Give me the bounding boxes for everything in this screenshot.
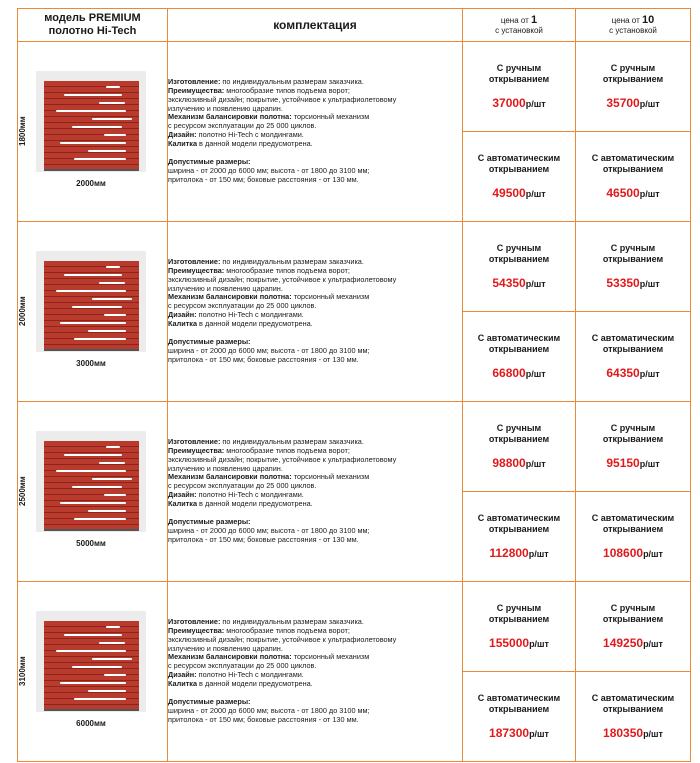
door-molding-stripe: [92, 658, 132, 660]
door-molding-stripe: [72, 126, 122, 128]
door-image-cell: [18, 222, 168, 402]
door-image-cell: [18, 402, 168, 582]
price-manual-1-cell: С ручным открыванием 98800р/шт: [463, 402, 576, 492]
door-height-label: 1800мм: [18, 116, 27, 146]
door-molding-stripe: [88, 690, 126, 692]
price-manual-1: 37000: [492, 96, 526, 110]
door-molding-stripe: [74, 158, 126, 160]
door-molding-stripe: [60, 502, 126, 504]
door-molding-stripe: [56, 650, 126, 652]
door-molding-stripe: [64, 94, 122, 96]
door-width-label: 3000мм: [76, 359, 106, 368]
door-molding-stripe: [88, 510, 126, 512]
price-manual-10-cell: С ручным открыванием 35700р/шт: [576, 42, 691, 132]
price-manual-10: 149250: [603, 636, 644, 650]
door-molding-stripe: [106, 446, 120, 448]
price-manual-10-cell: С ручным открыванием 95150р/шт: [576, 402, 691, 492]
door-molding-stripe: [104, 674, 126, 676]
door-molding-stripe: [106, 626, 120, 628]
door-width-label: 6000мм: [76, 719, 106, 728]
price-auto-1-cell: С автоматическим открыванием 66800р/шт: [463, 312, 576, 402]
door-molding-stripe: [99, 462, 125, 464]
price-table: [17, 8, 691, 762]
door-molding-stripe: [88, 150, 126, 152]
price-auto-10: 108600: [603, 546, 644, 560]
price-1-header: цена от 1 с установкой: [463, 9, 576, 42]
price-auto-1: 112800: [489, 546, 529, 560]
price-auto-10-cell: С автоматическим открыванием 46500р/шт: [576, 132, 691, 222]
price-auto-10-cell: С автоматическим открыванием 108600р/шт: [576, 492, 691, 582]
door-molding-stripe: [72, 306, 122, 308]
door-molding-stripe: [99, 102, 125, 104]
door-molding-stripe: [72, 666, 122, 668]
door-molding-stripe: [92, 298, 132, 300]
table-row: [18, 222, 691, 312]
price-manual-1-cell: С ручным открыванием 155000р/шт: [463, 582, 576, 672]
description-cell: Изготовление: по индивидуальным размерам заказчика. Преимущества: многообразие типов подъема ворот; эксклюзивный дизайн; покрытие, устойчивое к ультрафиолетовому излучению и появлению царапин. Механизм балансировки полотна: торсионный механизм с ресурсом эксплуатации до 25 000 циклов. Дизайн: полотно Hi-Tech с молдингами. Калитка в данной модели предусмотрена. Допустимые размеры: ширина - от 2000 до 6000 мм; высота - от 1800 до 3100 мм; притолока - от 150 мм; боковые расстояния - от 130 мм.: [168, 402, 463, 582]
price-manual-1-cell: С ручным открыванием 54350р/шт: [463, 222, 576, 312]
door-image-cell: [18, 582, 168, 762]
model-name: модель PREMIUM: [44, 12, 141, 24]
door-height-label: 2000мм: [18, 296, 27, 326]
price-manual-10: 95150: [606, 456, 640, 470]
description-cell: Изготовление: по индивидуальным размерам заказчика. Преимущества: многообразие типов подъема ворот; эксклюзивный дизайн; покрытие, устойчивое к ультрафиолетовому излучению и появлению царапин. Механизм балансировки полотна: торсионный механизм с ресурсом эксплуатации до 25 000 циклов. Дизайн: полотно Hi-Tech с молдингами. Калитка в данной модели предусмотрена. Допустимые размеры: ширина - от 2000 до 6000 мм; высота - от 1800 до 3100 мм; притолока - от 150 мм; боковые расстояния - от 130 мм.: [168, 222, 463, 402]
price-auto-1: 66800: [492, 366, 526, 380]
door-molding-stripe: [72, 486, 122, 488]
door-molding-stripe: [64, 274, 122, 276]
door-molding-stripe: [104, 314, 126, 316]
price-manual-10: 35700: [606, 96, 640, 110]
komplektaciya-header: комплектация: [168, 9, 463, 42]
door-panel: [44, 81, 139, 169]
door-molding-stripe: [106, 266, 120, 268]
door-molding-stripe: [56, 290, 126, 292]
price-auto-1-cell: С автоматическим открыванием 187300р/шт: [463, 672, 576, 762]
model-header: [18, 9, 168, 42]
door-height-label: 3100мм: [18, 656, 27, 686]
price-auto-1: 187300: [489, 726, 530, 740]
door-molding-stripe: [74, 698, 126, 700]
door-panel: [44, 441, 139, 529]
door-molding-stripe: [64, 634, 122, 636]
price-auto-10: 46500: [606, 186, 640, 200]
description-cell: Изготовление: по индивидуальным размерам заказчика. Преимущества: многообразие типов подъема ворот; эксклюзивный дизайн; покрытие, устойчивое к ультрафиолетовому излучению и появлению царапин. Механизм балансировки полотна: торсионный механизм с ресурсом эксплуатации до 25 000 циклов. Дизайн: полотно Hi-Tech с молдингами. Калитка в данной модели предусмотрена. Допустимые размеры: ширина - от 2000 до 6000 мм; высота - от 1800 до 3100 мм; притолока - от 150 мм; боковые расстояния - от 130 мм.: [168, 42, 463, 222]
price-manual-1: 54350: [492, 276, 526, 290]
price-auto-10: 64350: [606, 366, 640, 380]
door-image: [36, 431, 146, 532]
door-image: [36, 611, 146, 712]
door-molding-stripe: [92, 118, 132, 120]
door-panel: [44, 261, 139, 349]
door-molding-stripe: [88, 330, 126, 332]
door-image-cell: [18, 42, 168, 222]
door-molding-stripe: [56, 470, 126, 472]
door-molding-stripe: [104, 494, 126, 496]
table-row: [18, 582, 691, 672]
door-height-label: 2500мм: [18, 476, 27, 506]
header-row: [18, 9, 691, 42]
description-cell: Изготовление: по индивидуальным размерам заказчика. Преимущества: многообразие типов подъема ворот; эксклюзивный дизайн; покрытие, устойчивое к ультрафиолетовому излучению и появлению царапин. Механизм балансировки полотна: торсионный механизм с ресурсом эксплуатации до 25 000 циклов. Дизайн: полотно Hi-Tech с молдингами. Калитка в данной модели предусмотрена. Допустимые размеры: ширина - от 2000 до 6000 мм; высота - от 1800 до 3100 мм; притолока - от 150 мм; боковые расстояния - от 130 мм.: [168, 582, 463, 762]
door-panel: [44, 621, 139, 709]
door-image: [36, 71, 146, 172]
price-10-header: цена от 10 с установкой: [576, 9, 691, 42]
price-auto-1-cell: С автоматическим открыванием 112800р/шт: [463, 492, 576, 582]
price-manual-1-cell: С ручным открыванием 37000р/шт: [463, 42, 576, 132]
price-manual-1: 155000: [489, 636, 530, 650]
door-image: [36, 251, 146, 352]
table-row: [18, 402, 691, 492]
price-auto-10-cell: С автоматическим открыванием 64350р/шт: [576, 312, 691, 402]
door-molding-stripe: [56, 110, 126, 112]
price-auto-10-cell: С автоматическим открыванием 180350р/шт: [576, 672, 691, 762]
price-auto-10: 180350: [603, 726, 644, 740]
table-row: [18, 42, 691, 132]
price-manual-10: 53350: [606, 276, 640, 290]
price-manual-10-cell: С ручным открыванием 149250р/шт: [576, 582, 691, 672]
door-molding-stripe: [60, 142, 126, 144]
door-molding-stripe: [99, 642, 125, 644]
canvas-name: полотно Hi-Tech: [48, 25, 137, 37]
door-molding-stripe: [60, 322, 126, 324]
price-auto-1: 49500: [492, 186, 526, 200]
door-width-label: 5000мм: [76, 539, 106, 548]
door-molding-stripe: [74, 338, 126, 340]
door-width-label: 2000мм: [76, 179, 106, 188]
door-molding-stripe: [60, 682, 126, 684]
door-molding-stripe: [92, 478, 132, 480]
door-molding-stripe: [104, 134, 126, 136]
door-molding-stripe: [64, 454, 122, 456]
price-manual-1: 98800: [492, 456, 526, 470]
door-molding-stripe: [106, 86, 120, 88]
door-molding-stripe: [99, 282, 125, 284]
price-manual-10-cell: С ручным открыванием 53350р/шт: [576, 222, 691, 312]
door-molding-stripe: [74, 518, 126, 520]
price-auto-1-cell: С автоматическим открыванием 49500р/шт: [463, 132, 576, 222]
